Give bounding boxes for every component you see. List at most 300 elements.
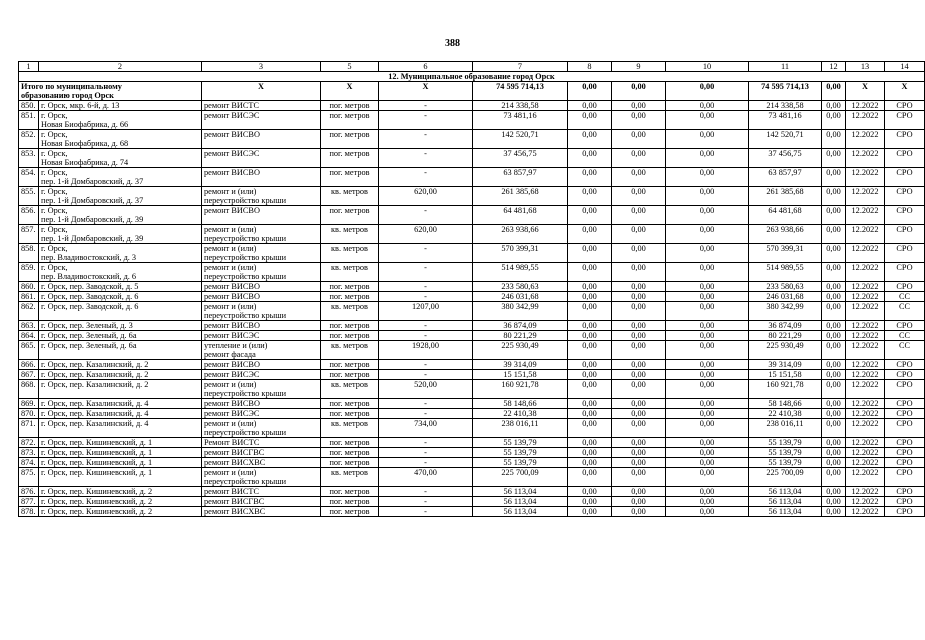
work-type-line: ремонт ВИСГВС xyxy=(204,497,265,506)
unit-cell: пог. метров xyxy=(321,282,379,292)
fund-amount-cell: 246 031,68 xyxy=(749,292,822,302)
amount-cell: 0,00 xyxy=(666,206,749,225)
amount-cell: 0,00 xyxy=(822,448,846,458)
address-line: г. Орск, xyxy=(41,111,68,120)
address-cell xyxy=(39,448,202,458)
amount-cell: 0,00 xyxy=(612,149,666,168)
address-line: г. Орск, xyxy=(41,149,68,158)
header-cell: 3 xyxy=(202,62,321,72)
amount-cell: 0,00 xyxy=(666,419,749,438)
amount-cell: 0,00 xyxy=(666,341,749,360)
fund-amount-cell: 142 520,71 xyxy=(749,130,822,149)
fund-amount-cell: 214 338,58 xyxy=(749,101,822,111)
fund-amount-cell: 55 139,79 xyxy=(749,438,822,448)
capital-repair-table xyxy=(18,61,925,517)
address-cell xyxy=(39,438,202,448)
total-cell: X xyxy=(379,82,473,101)
total-cost-cell: 39 314,09 xyxy=(473,360,568,370)
table-row xyxy=(19,263,925,282)
quantity-cell: - xyxy=(379,263,473,282)
total-cost-cell: 233 580,63 xyxy=(473,282,568,292)
fund-amount-cell: 263 938,66 xyxy=(749,225,822,244)
total-cost-cell: 73 481,16 xyxy=(473,111,568,130)
table-row xyxy=(19,341,925,360)
address-line: г. Орск, пер. Казалинский, д. 2 xyxy=(41,380,149,389)
fund-amount-cell: 63 857,97 xyxy=(749,168,822,187)
fund-method-cell: СРО xyxy=(885,399,925,409)
work-type-cell xyxy=(202,187,321,206)
amount-cell: 0,00 xyxy=(822,130,846,149)
address-line: г. Орск, пер. Зеленый, д. 3 xyxy=(41,321,133,330)
fund-method-cell: СРО xyxy=(885,468,925,487)
amount-cell: 0,00 xyxy=(568,101,612,111)
address-cell xyxy=(39,302,202,321)
address-line: г. Орск, пер. Казалинский, д. 2 xyxy=(41,370,149,379)
amount-cell: 0,00 xyxy=(666,399,749,409)
completion-date-cell: 12.2022 xyxy=(846,111,885,130)
total-cell: 0,00 xyxy=(568,82,612,101)
amount-cell: 0,00 xyxy=(612,507,666,517)
amount-cell: 0,00 xyxy=(612,111,666,130)
amount-cell: 0,00 xyxy=(568,244,612,263)
quantity-cell: 734,00 xyxy=(379,419,473,438)
amount-cell: 0,00 xyxy=(822,331,846,341)
amount-cell: 0,00 xyxy=(568,458,612,468)
table-row xyxy=(19,468,925,487)
unit-cell: кв. метров xyxy=(321,419,379,438)
amount-cell: 0,00 xyxy=(666,101,749,111)
address-cell xyxy=(39,497,202,507)
amount-cell: 0,00 xyxy=(666,487,749,497)
fund-amount-cell: 58 148,66 xyxy=(749,399,822,409)
header-cell: 7 xyxy=(473,62,568,72)
work-type-cell xyxy=(202,282,321,292)
work-type-line: ремонт ВИСВО xyxy=(204,206,260,215)
amount-cell: 0,00 xyxy=(568,168,612,187)
unit-cell: пог. метров xyxy=(321,149,379,168)
address-line: г. Орск, пер. Зеленый, д. 6а xyxy=(41,341,137,350)
address-cell xyxy=(39,263,202,282)
fund-method-cell: СС xyxy=(885,292,925,302)
work-type-cell xyxy=(202,244,321,263)
work-type-line: ремонт ВИСВО xyxy=(204,292,260,301)
amount-cell: 0,00 xyxy=(568,263,612,282)
amount-cell: 0,00 xyxy=(822,187,846,206)
total-cell: X xyxy=(202,82,321,101)
fund-method-cell: СРО xyxy=(885,507,925,517)
work-type-line: ремонт ВИСХВС xyxy=(204,458,266,467)
amount-cell: 0,00 xyxy=(666,111,749,130)
fund-amount-cell: 55 139,79 xyxy=(749,448,822,458)
amount-cell: 0,00 xyxy=(822,507,846,517)
quantity-cell: - xyxy=(379,282,473,292)
quantity-cell: 1928,00 xyxy=(379,341,473,360)
header-cell: 11 xyxy=(749,62,822,72)
fund-method-cell: СРО xyxy=(885,448,925,458)
amount-cell: 0,00 xyxy=(822,468,846,487)
fund-method-cell: СРО xyxy=(885,187,925,206)
row-number-cell: 852. xyxy=(19,130,39,149)
row-number-cell: 870. xyxy=(19,409,39,419)
fund-amount-cell: 55 139,79 xyxy=(749,458,822,468)
table-row xyxy=(19,321,925,331)
amount-cell: 0,00 xyxy=(822,302,846,321)
unit-cell: кв. метров xyxy=(321,341,379,360)
work-type-cell xyxy=(202,380,321,399)
amount-cell: 0,00 xyxy=(568,187,612,206)
completion-date-cell: 12.2022 xyxy=(846,409,885,419)
address-line: г. Орск, пер. Кишиневский, д. 1 xyxy=(41,438,153,447)
quantity-cell: - xyxy=(379,130,473,149)
fund-amount-cell: 15 151,58 xyxy=(749,370,822,380)
quantity-cell: - xyxy=(379,438,473,448)
amount-cell: 0,00 xyxy=(666,149,749,168)
row-number-cell: 854. xyxy=(19,168,39,187)
total-cost-cell: 22 410,38 xyxy=(473,409,568,419)
amount-cell: 0,00 xyxy=(612,468,666,487)
work-type-cell xyxy=(202,399,321,409)
total-cell: 0,00 xyxy=(822,82,846,101)
amount-cell: 0,00 xyxy=(612,168,666,187)
quantity-cell: - xyxy=(379,360,473,370)
unit-cell: кв. метров xyxy=(321,187,379,206)
amount-cell: 0,00 xyxy=(666,321,749,331)
fund-amount-cell: 22 410,38 xyxy=(749,409,822,419)
address-cell xyxy=(39,206,202,225)
quantity-cell: 470,00 xyxy=(379,468,473,487)
work-type-line: ремонт и (или) xyxy=(204,302,257,311)
completion-date-cell: 12.2022 xyxy=(846,497,885,507)
amount-cell: 0,00 xyxy=(612,187,666,206)
fund-method-cell: СРО xyxy=(885,380,925,399)
completion-date-cell: 12.2022 xyxy=(846,206,885,225)
amount-cell: 0,00 xyxy=(568,292,612,302)
amount-cell: 0,00 xyxy=(822,244,846,263)
total-cost-cell: 142 520,71 xyxy=(473,130,568,149)
completion-date-cell: 12.2022 xyxy=(846,487,885,497)
amount-cell: 0,00 xyxy=(568,380,612,399)
address-cell xyxy=(39,458,202,468)
unit-cell: кв. метров xyxy=(321,302,379,321)
completion-date-cell: 12.2022 xyxy=(846,380,885,399)
address-line: г. Орск, пер. Кишиневский, д. 2 xyxy=(41,487,153,496)
work-type-line: переустройство крыши xyxy=(204,477,287,486)
address-line: г. Орск, xyxy=(41,130,68,139)
address-cell xyxy=(39,187,202,206)
amount-cell: 0,00 xyxy=(612,409,666,419)
work-type-line: переустройство крыши xyxy=(204,272,287,281)
amount-cell: 0,00 xyxy=(568,487,612,497)
fund-method-cell: СРО xyxy=(885,360,925,370)
amount-cell: 0,00 xyxy=(612,399,666,409)
quantity-cell: 620,00 xyxy=(379,225,473,244)
total-cost-cell: 514 989,55 xyxy=(473,263,568,282)
amount-cell: 0,00 xyxy=(568,302,612,321)
amount-cell: 0,00 xyxy=(666,507,749,517)
address-line: г. Орск, пер. Кишиневский, д. 2 xyxy=(41,497,153,506)
fund-method-cell: СРО xyxy=(885,487,925,497)
completion-date-cell: 12.2022 xyxy=(846,448,885,458)
table-row xyxy=(19,497,925,507)
amount-cell: 0,00 xyxy=(612,292,666,302)
amount-cell: 0,00 xyxy=(666,292,749,302)
work-type-cell xyxy=(202,292,321,302)
address-cell xyxy=(39,468,202,487)
unit-cell: кв. метров xyxy=(321,244,379,263)
total-cost-cell: 55 139,79 xyxy=(473,458,568,468)
address-cell xyxy=(39,370,202,380)
amount-cell: 0,00 xyxy=(612,438,666,448)
fund-amount-cell: 56 113,04 xyxy=(749,507,822,517)
work-type-cell xyxy=(202,370,321,380)
work-type-line: ремонт и (или) xyxy=(204,419,257,428)
amount-cell: 0,00 xyxy=(568,282,612,292)
completion-date-cell: 12.2022 xyxy=(846,468,885,487)
amount-cell: 0,00 xyxy=(822,380,846,399)
table-row xyxy=(19,399,925,409)
unit-cell: кв. метров xyxy=(321,468,379,487)
amount-cell: 0,00 xyxy=(568,497,612,507)
address-line: г. Орск, пер. Казалинский, д. 4 xyxy=(41,419,149,428)
completion-date-cell: 12.2022 xyxy=(846,225,885,244)
quantity-cell: - xyxy=(379,331,473,341)
table-row xyxy=(19,507,925,517)
fund-method-cell: СРО xyxy=(885,130,925,149)
work-type-line: ремонт и (или) xyxy=(204,380,257,389)
header-cell: 2 xyxy=(39,62,202,72)
row-number-cell: 863. xyxy=(19,321,39,331)
unit-cell: пог. метров xyxy=(321,438,379,448)
fund-amount-cell: 64 481,68 xyxy=(749,206,822,225)
fund-amount-cell: 37 456,75 xyxy=(749,149,822,168)
table-row xyxy=(19,448,925,458)
table-row xyxy=(19,458,925,468)
row-number-cell: 873. xyxy=(19,448,39,458)
amount-cell: 0,00 xyxy=(822,225,846,244)
amount-cell: 0,00 xyxy=(568,149,612,168)
row-number-cell: 875. xyxy=(19,468,39,487)
unit-cell: пог. метров xyxy=(321,409,379,419)
completion-date-cell: 12.2022 xyxy=(846,360,885,370)
work-type-line: ремонт ВИСЭС xyxy=(204,111,260,120)
completion-date-cell: 12.2022 xyxy=(846,458,885,468)
table-row xyxy=(19,419,925,438)
address-line: г. Орск, мкр. 6-й, д. 13 xyxy=(41,101,120,110)
work-type-line: ремонт ВИСВО xyxy=(204,321,260,330)
completion-date-cell: 12.2022 xyxy=(846,302,885,321)
fund-method-cell: СРО xyxy=(885,409,925,419)
amount-cell: 0,00 xyxy=(822,341,846,360)
quantity-cell: - xyxy=(379,399,473,409)
header-cell: 5 xyxy=(321,62,379,72)
address-cell xyxy=(39,292,202,302)
address-cell xyxy=(39,149,202,168)
address-line: г. Орск, пер. Казалинский, д. 2 xyxy=(41,360,149,369)
total-cost-cell: 225 700,09 xyxy=(473,468,568,487)
row-number-cell: 855. xyxy=(19,187,39,206)
address-line: г. Орск, xyxy=(41,168,68,177)
amount-cell: 0,00 xyxy=(568,111,612,130)
total-cost-cell: 58 148,66 xyxy=(473,399,568,409)
row-number-cell: 866. xyxy=(19,360,39,370)
address-cell xyxy=(39,341,202,360)
address-cell xyxy=(39,331,202,341)
unit-cell: пог. метров xyxy=(321,399,379,409)
total-cost-cell: 55 139,79 xyxy=(473,448,568,458)
fund-amount-cell: 36 874,09 xyxy=(749,321,822,331)
amount-cell: 0,00 xyxy=(822,168,846,187)
table-row xyxy=(19,331,925,341)
work-type-line: ремонт ВИСВО xyxy=(204,399,260,408)
amount-cell: 0,00 xyxy=(822,282,846,292)
completion-date-cell: 12.2022 xyxy=(846,438,885,448)
address-cell xyxy=(39,244,202,263)
work-type-cell xyxy=(202,458,321,468)
total-label xyxy=(19,82,202,101)
work-type-cell xyxy=(202,302,321,321)
fund-amount-cell: 225 930,49 xyxy=(749,341,822,360)
fund-amount-cell: 238 016,11 xyxy=(749,419,822,438)
work-type-line: ремонт ВИСХВС xyxy=(204,507,266,516)
amount-cell: 0,00 xyxy=(822,409,846,419)
unit-cell: пог. метров xyxy=(321,206,379,225)
amount-cell: 0,00 xyxy=(568,507,612,517)
fund-method-cell: СРО xyxy=(885,321,925,331)
work-type-line: переустройство крыши xyxy=(204,253,287,262)
unit-cell: пог. метров xyxy=(321,111,379,130)
table-row xyxy=(19,409,925,419)
fund-amount-cell: 225 700,09 xyxy=(749,468,822,487)
total-cell: X xyxy=(321,82,379,101)
amount-cell: 0,00 xyxy=(568,409,612,419)
address-cell xyxy=(39,321,202,331)
row-number-cell: 859. xyxy=(19,263,39,282)
amount-cell: 0,00 xyxy=(666,187,749,206)
total-fund: 74 595 714,13 xyxy=(749,82,822,101)
row-number-cell: 871. xyxy=(19,419,39,438)
row-number-cell: 877. xyxy=(19,497,39,507)
total-cost-cell: 380 342,99 xyxy=(473,302,568,321)
amount-cell: 0,00 xyxy=(612,225,666,244)
work-type-cell xyxy=(202,206,321,225)
amount-cell: 0,00 xyxy=(612,370,666,380)
fund-method-cell: СРО xyxy=(885,206,925,225)
total-cell: 0,00 xyxy=(666,82,749,101)
amount-cell: 0,00 xyxy=(822,399,846,409)
fund-amount-cell: 56 113,04 xyxy=(749,487,822,497)
amount-cell: 0,00 xyxy=(568,448,612,458)
address-cell xyxy=(39,487,202,497)
completion-date-cell: 12.2022 xyxy=(846,149,885,168)
amount-cell: 0,00 xyxy=(822,263,846,282)
quantity-cell: 520,00 xyxy=(379,380,473,399)
amount-cell: 0,00 xyxy=(612,458,666,468)
address-cell xyxy=(39,130,202,149)
address-cell xyxy=(39,409,202,419)
amount-cell: 0,00 xyxy=(568,130,612,149)
fund-amount-cell: 73 481,16 xyxy=(749,111,822,130)
total-cost-cell: 63 857,97 xyxy=(473,168,568,187)
total-cost-cell: 37 456,75 xyxy=(473,149,568,168)
completion-date-cell: 12.2022 xyxy=(846,419,885,438)
address-line: г. Орск, xyxy=(41,244,68,253)
completion-date-cell: 12.2022 xyxy=(846,263,885,282)
fund-method-cell: СРО xyxy=(885,438,925,448)
amount-cell: 0,00 xyxy=(568,438,612,448)
completion-date-cell: 12.2022 xyxy=(846,244,885,263)
fund-method-cell: СРО xyxy=(885,497,925,507)
amount-cell: 0,00 xyxy=(612,321,666,331)
work-type-line: ремонт ВИСТС xyxy=(204,487,260,496)
address-line: Новая Биофабрика, д. 68 xyxy=(41,139,129,148)
amount-cell: 0,00 xyxy=(822,101,846,111)
work-type-cell xyxy=(202,448,321,458)
completion-date-cell: 12.2022 xyxy=(846,101,885,111)
address-line: пер. 1-й Домбаровский, д. 37 xyxy=(41,196,144,205)
row-number-cell: 868. xyxy=(19,380,39,399)
header-cell: 9 xyxy=(612,62,666,72)
table-row xyxy=(19,438,925,448)
fund-method-cell: СС xyxy=(885,341,925,360)
table-row xyxy=(19,206,925,225)
total-cell: X xyxy=(885,82,925,101)
amount-cell: 0,00 xyxy=(666,497,749,507)
quantity-cell: - xyxy=(379,497,473,507)
table-row xyxy=(19,292,925,302)
unit-cell: пог. метров xyxy=(321,168,379,187)
amount-cell: 0,00 xyxy=(568,206,612,225)
amount-cell: 0,00 xyxy=(822,149,846,168)
work-type-line: утепление и (или) xyxy=(204,341,268,350)
row-number-cell: 872. xyxy=(19,438,39,448)
address-line: г. Орск, xyxy=(41,187,68,196)
row-number-cell: 857. xyxy=(19,225,39,244)
completion-date-cell: 12.2022 xyxy=(846,370,885,380)
fund-method-cell: СРО xyxy=(885,244,925,263)
completion-date-cell: 12.2022 xyxy=(846,282,885,292)
total-label-line: Итого по муниципальному xyxy=(21,82,122,91)
total-cost-cell: 64 481,68 xyxy=(473,206,568,225)
row-number-cell: 856. xyxy=(19,206,39,225)
table-row xyxy=(19,380,925,399)
unit-cell: пог. метров xyxy=(321,331,379,341)
header-cell: 1 xyxy=(19,62,39,72)
quantity-cell: - xyxy=(379,458,473,468)
page-number: 388 xyxy=(445,38,460,49)
completion-date-cell: 12.2022 xyxy=(846,130,885,149)
amount-cell: 0,00 xyxy=(822,370,846,380)
fund-amount-cell: 514 989,55 xyxy=(749,263,822,282)
quantity-cell: - xyxy=(379,487,473,497)
fund-method-cell: СС xyxy=(885,302,925,321)
fund-method-cell: СРО xyxy=(885,111,925,130)
address-cell xyxy=(39,380,202,399)
amount-cell: 0,00 xyxy=(612,448,666,458)
completion-date-cell: 12.2022 xyxy=(846,321,885,331)
address-line: г. Орск, пер. Зеленый, д. 6а xyxy=(41,331,137,340)
quantity-cell: - xyxy=(379,111,473,130)
quantity-cell: - xyxy=(379,409,473,419)
unit-cell: кв. метров xyxy=(321,225,379,244)
total-cost-cell: 15 151,58 xyxy=(473,370,568,380)
header-cell: 10 xyxy=(666,62,749,72)
amount-cell: 0,00 xyxy=(612,487,666,497)
address-line: г. Орск, xyxy=(41,263,68,272)
work-type-cell xyxy=(202,419,321,438)
work-type-line: ремонт ВИСВО xyxy=(204,360,260,369)
table-row xyxy=(19,244,925,263)
amount-cell: 0,00 xyxy=(612,206,666,225)
